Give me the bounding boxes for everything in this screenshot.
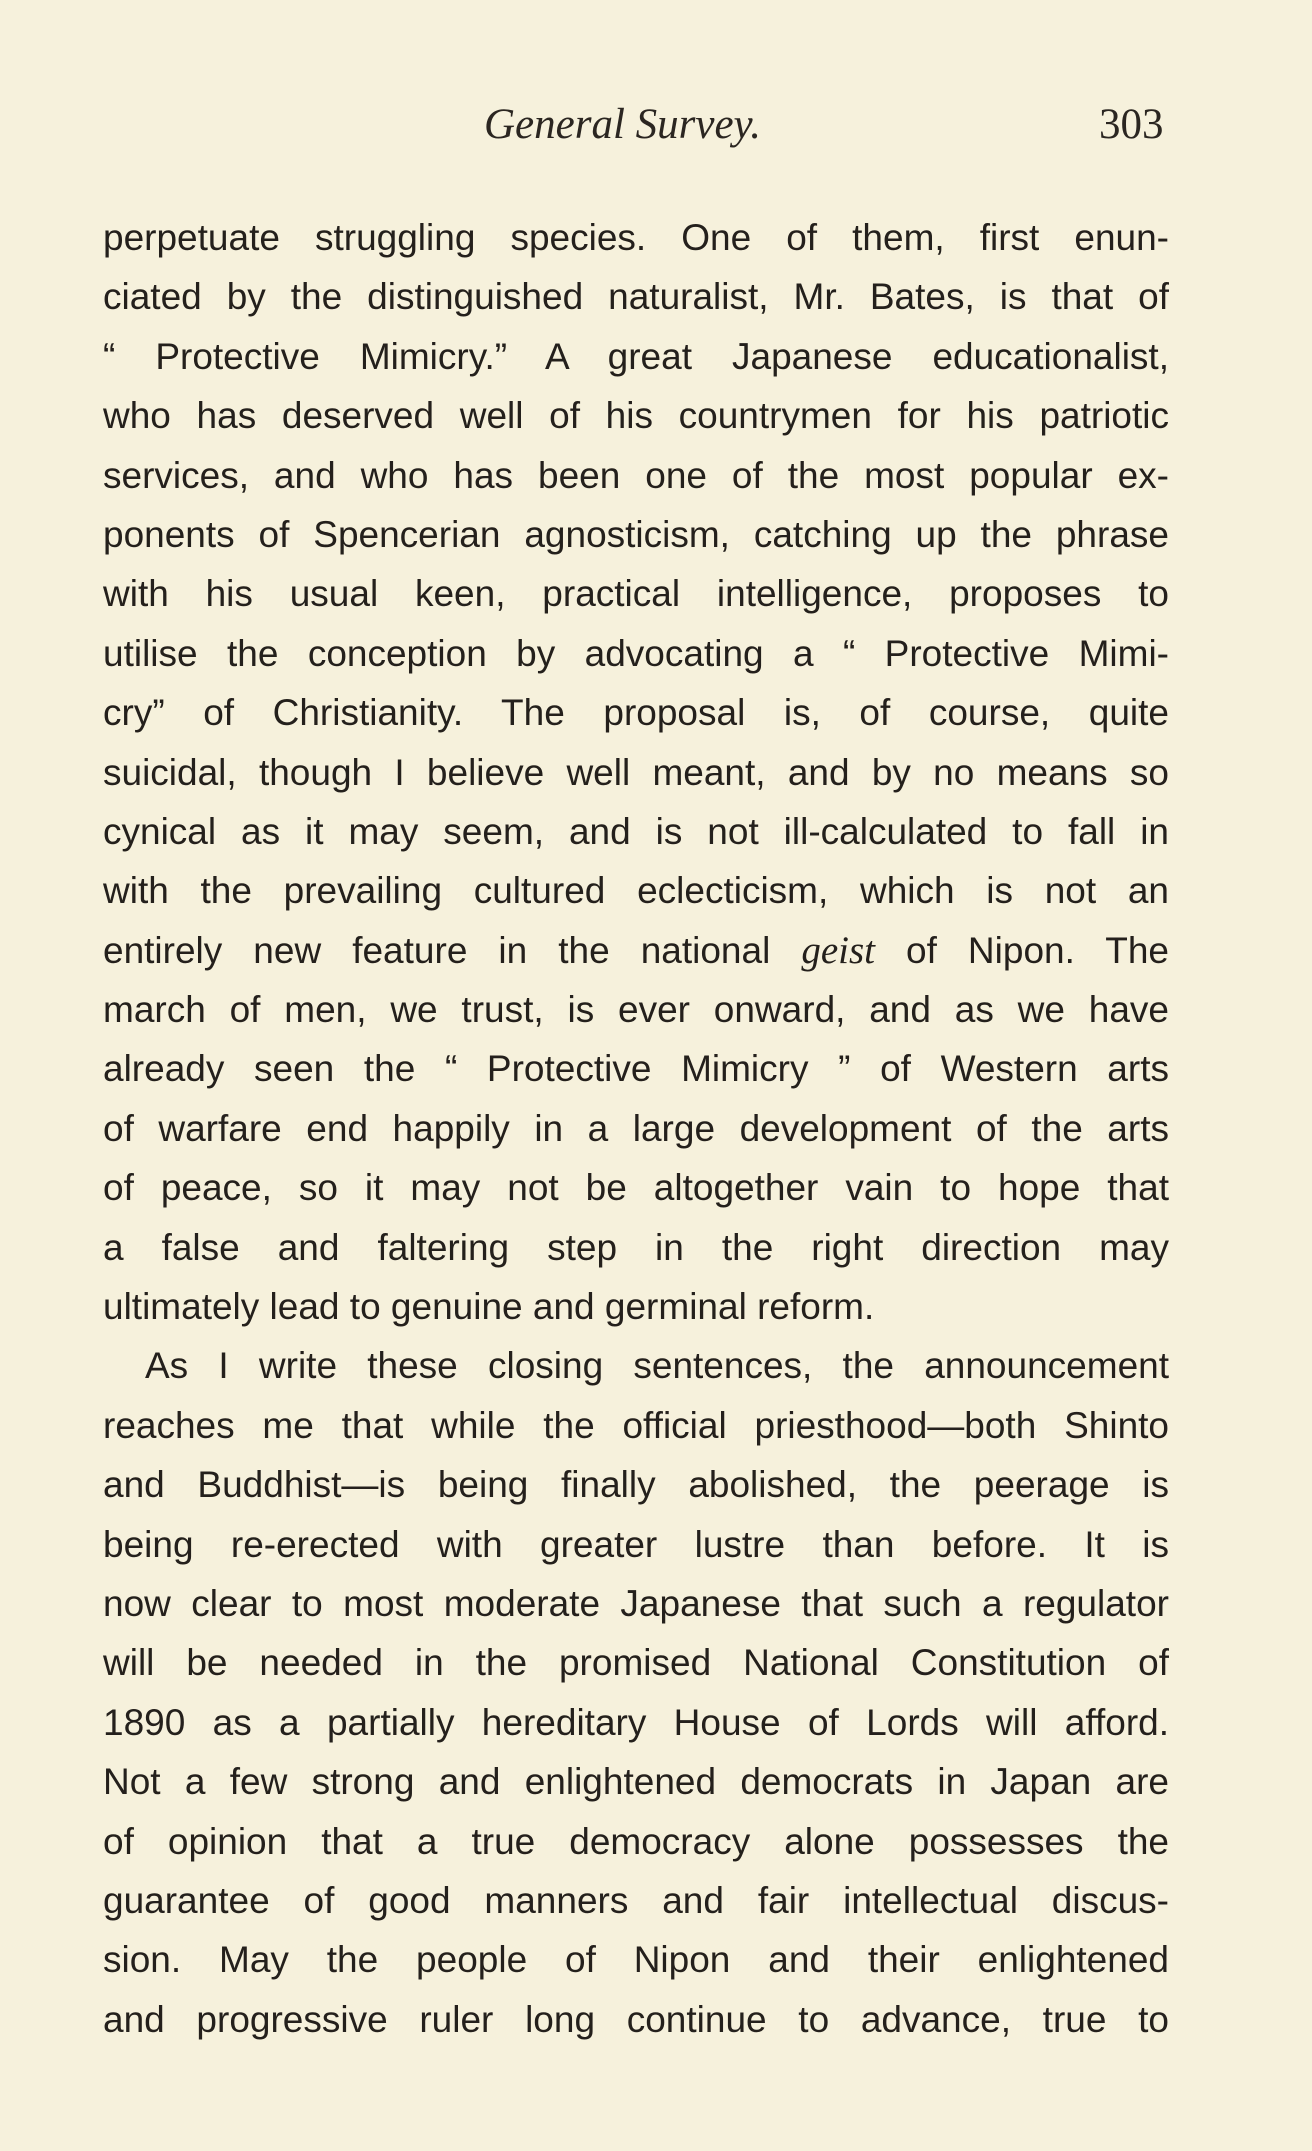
running-head: General Survey. [484, 101, 762, 148]
geist-line-after: of Nipon. The [875, 929, 1169, 971]
text-line: now clear to most moderate Japanese that such a regulator [103, 1582, 1169, 1624]
text-line: cry” of Christianity. The proposal is, of course, quite [103, 692, 1169, 734]
body-text [103, 208, 1169, 2049]
text-line: ciated by the distinguished naturalist, Mr. Bates, is that of [103, 276, 1169, 318]
text-line: ponents of Spencerian agnosticism, catching up the phrase [103, 513, 1169, 555]
text-line: with his usual keen, practical intelligence, proposes to [103, 573, 1169, 615]
text-line: of peace, so it may not be altogether vain to hope that [103, 1167, 1169, 1209]
text-line: utilise the conception by advocating a “ Protective Mimi- [103, 632, 1169, 674]
text-line: a false and faltering step in the right direction may [103, 1226, 1169, 1268]
text-line: already seen the “ Protective Mimicry ” of Western arts [103, 1048, 1169, 1090]
text-line: guarantee of good manners and fair intellectual discus- [103, 1879, 1169, 1921]
text-line: and progressive ruler long continue to advance, true to [103, 1998, 1169, 2040]
page-header [0, 100, 1312, 160]
text-line: being re-erected with greater lustre than before. It is [103, 1523, 1169, 1565]
text-line: who has deserved well of his countrymen for his patriotic [103, 395, 1169, 437]
text-line: will be needed in the promised National Constitution of [103, 1642, 1169, 1684]
geist-italic-word: geist [801, 928, 876, 972]
page-number: 303 [1099, 101, 1164, 148]
text-line: services, and who has been one of the most popular ex- [103, 454, 1169, 496]
text-line: perpetuate struggling species. One of them, first enun- [103, 217, 1169, 258]
text-line: of warfare end happily in a large development of the arts [103, 1107, 1169, 1149]
text-line: march of men, we trust, is ever onward, and as we have [103, 989, 1169, 1031]
text-line: Not a few strong and enlightened democrats in Japan are [103, 1761, 1169, 1803]
geist-line-before: entirely new feature in the national [103, 929, 802, 971]
text-line: 1890 as a partially hereditary House of Lords will afford. [103, 1701, 1169, 1743]
text-line: of opinion that a true democracy alone possesses the [103, 1820, 1169, 1862]
text-line-paragraph-end: ultimately lead to genuine and germinal reform. [103, 1286, 875, 1328]
text-line: cynical as it may seem, and is not ill-calculated to fall in [103, 810, 1169, 852]
text-line-paragraph-start: As I write these closing sentences, the announcement [145, 1345, 1169, 1387]
text-line: “ Protective Mimicry.” A great Japanese educationalist, [103, 335, 1169, 377]
text-line-geist [103, 921, 1169, 980]
text-line: and Buddhist—is being finally abolished, the peerage is [103, 1464, 1169, 1506]
text-line: suicidal, though I believe well meant, and by no means so [103, 751, 1169, 793]
text-line: with the prevailing cultured eclecticism, which is not an [103, 870, 1169, 912]
text-line: sion. May the people of Nipon and their enlightened [103, 1939, 1169, 1981]
text-line: reaches me that while the official priesthood—both Shinto [103, 1404, 1169, 1446]
